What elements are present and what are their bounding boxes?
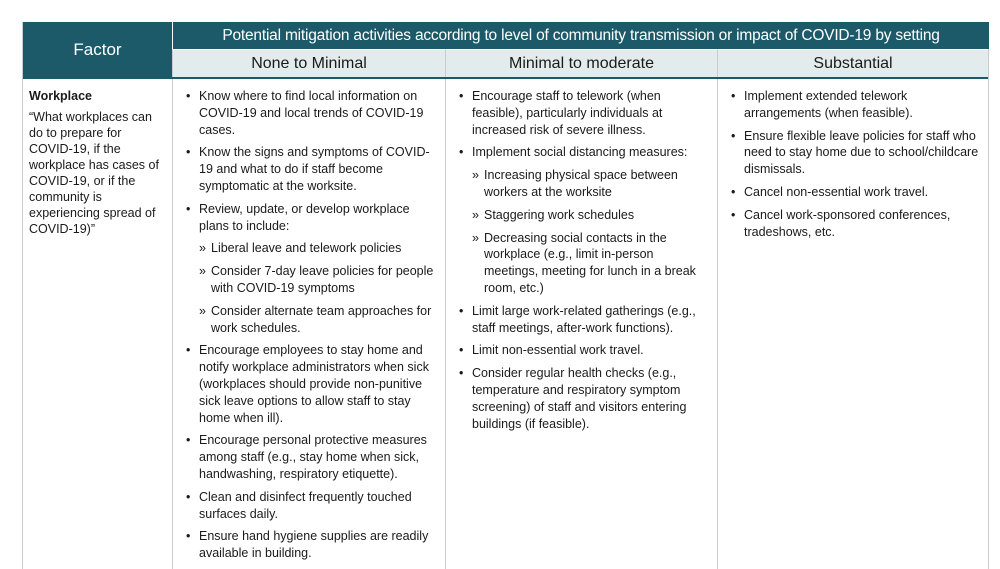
minimal-moderate-list [456, 88, 709, 432]
factor-cell [23, 79, 172, 569]
list-item: • Consider regular health checks (e.g., temperature and respiratory symptom screening) of staff and visitors entering buildings (if feasible). [456, 365, 709, 432]
none-minimal-list [183, 88, 439, 562]
list-item [183, 201, 439, 337]
list-item: • Ensure hand hygiene supplies are readily available in building. [183, 528, 439, 562]
sub-list-item: » Consider alternate team approaches for work schedules. [199, 303, 439, 337]
sub-list [472, 167, 709, 297]
list-item: • Encourage staff to telework (when feasible), particularly individuals at increased risk of severe illness. [456, 88, 709, 138]
list-item: • Limit large work-related gatherings (e.g., staff meetings, after-work functions). [456, 303, 709, 337]
minimal-moderate-cell [445, 79, 717, 569]
list-item: • Encourage personal protective measures among staff (e.g., stay home when sick, handwashing, respiratory etiquette). [183, 432, 439, 482]
sub-list-item: » Staggering work schedules [472, 207, 709, 224]
list-item [456, 144, 709, 296]
sub-list-item: » Decreasing social contacts in the workplace (e.g., limit in-person meetings, meeting for lunch in a break room, etc.) [472, 230, 709, 297]
list-item: • Ensure flexible leave policies for staff who need to stay home due to school/childcare dismissals. [728, 128, 980, 178]
table-title-header: Potential mitigation activities according to level of community transmission or impact of COVID-19 by setting [172, 22, 989, 49]
list-item: • Cancel work-sponsored conferences, tradeshows, etc. [728, 207, 980, 241]
list-item: • Limit non-essential work travel. [456, 342, 709, 359]
list-item: • Implement extended telework arrangements (when feasible). [728, 88, 980, 122]
mitigation-table [22, 22, 989, 569]
factor-header: Factor [23, 22, 172, 77]
sub-list-item: » Increasing physical space between workers at the worksite [472, 167, 709, 201]
list-item: • Cancel non-essential work travel. [728, 184, 980, 201]
substantial-list [728, 88, 980, 240]
substantial-cell [717, 79, 988, 569]
level-header-substantial: Substantial [717, 49, 988, 77]
sub-list [199, 240, 439, 336]
list-item-text: Review, update, or develop workplace plans to include: [199, 201, 410, 233]
list-item: • Encourage employees to stay home and notify workplace administrators when sick (workplaces should provide non-punitive sick leave options to allow staff to stay home when ill). [183, 342, 439, 426]
factor-question: “What workplaces can do to prepare for COVID-19, if the workplace has cases of COVID-19, or if the community is experiencing spread of COVID-19)” [29, 110, 159, 236]
list-item: • Know the signs and symptoms of COVID-19 and what to do if staff become symptomatic at the worksite. [183, 144, 439, 194]
level-header-minimal-moderate: Minimal to moderate [445, 49, 717, 77]
list-item-text: Implement social distancing measures: [472, 145, 688, 160]
level-header-none-minimal: None to Minimal [172, 49, 445, 77]
sub-list-item: » Liberal leave and telework policies [199, 240, 439, 257]
factor-title: Workplace [29, 89, 92, 103]
list-item: • Know where to find local information on COVID-19 and local trends of COVID-19 cases. [183, 88, 439, 138]
list-item: • Clean and disinfect frequently touched surfaces daily. [183, 489, 439, 523]
sub-list-item: » Consider 7-day leave policies for people with COVID-19 symptoms [199, 263, 439, 297]
none-minimal-cell [172, 79, 445, 569]
